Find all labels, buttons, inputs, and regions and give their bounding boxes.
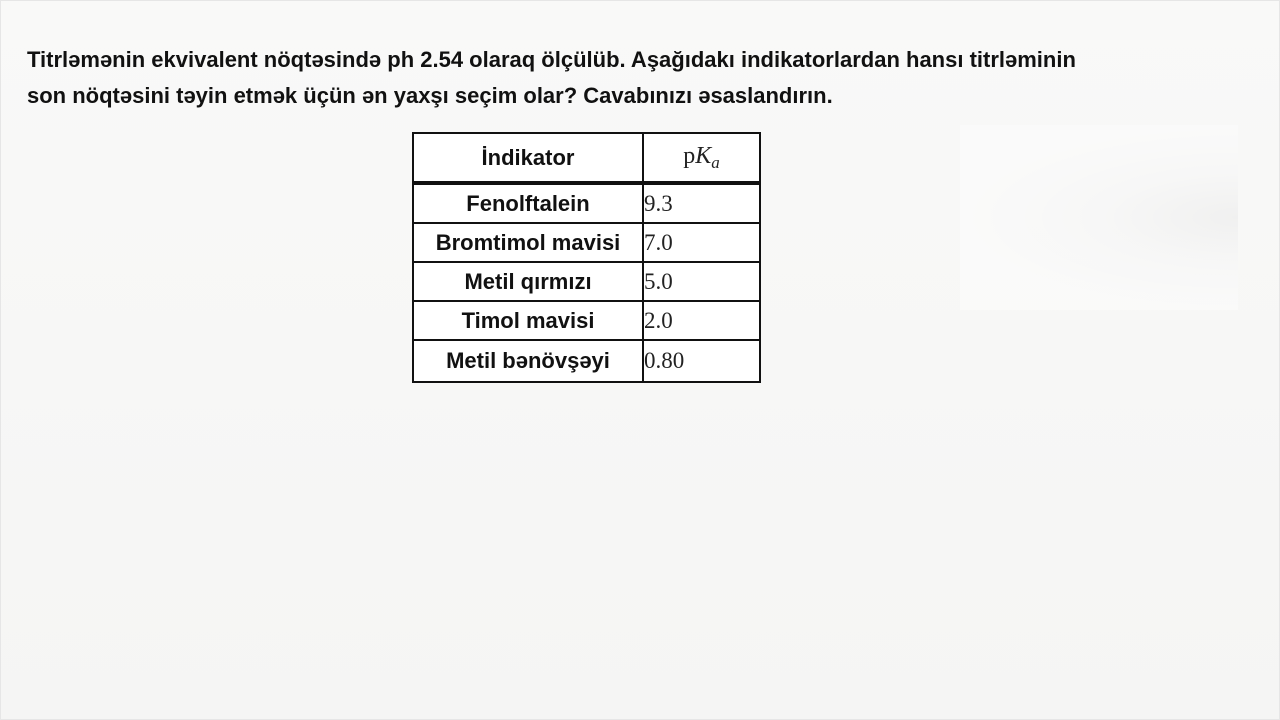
indicator-pka: 0.80 (643, 340, 760, 382)
header-pka-k: K (695, 142, 712, 169)
indicator-name: Bromtimol mavisi (413, 223, 643, 262)
indicator-table (412, 132, 761, 383)
indicator-name: Metil qırmızı (413, 262, 643, 301)
header-pka-sub: a (711, 152, 720, 172)
indicator-pka: 5.0 (643, 262, 760, 301)
table-row (413, 340, 760, 382)
header-pka (643, 133, 760, 183)
indicator-name: Timol mavisi (413, 301, 643, 340)
question-line-1: Titrləmənin ekvivalent nöqtəsində ph 2.54 olaraq ölçülüb. Aşağıdakı indikatorlardan hansı titrləminin (27, 47, 1076, 72)
indicator-pka: 7.0 (643, 223, 760, 262)
header-indicator: İndikator (413, 133, 643, 183)
indicator-name: Metil bənövşəyi (413, 340, 643, 382)
table-row (413, 223, 760, 262)
table-row (413, 262, 760, 301)
header-pka-prefix: p (683, 142, 696, 169)
indicator-name: Fenolftalein (413, 183, 643, 223)
question-line-2: son nöqtəsini təyin etmək üçün ən yaxşı seçim olar? Cavabınızı əsaslandırın. (27, 83, 833, 108)
table-header-row (413, 133, 760, 183)
table-row (413, 183, 760, 223)
question-text (27, 42, 1247, 114)
indicator-pka: 2.0 (643, 301, 760, 340)
table-row (413, 301, 760, 340)
indicator-pka: 9.3 (643, 183, 760, 223)
